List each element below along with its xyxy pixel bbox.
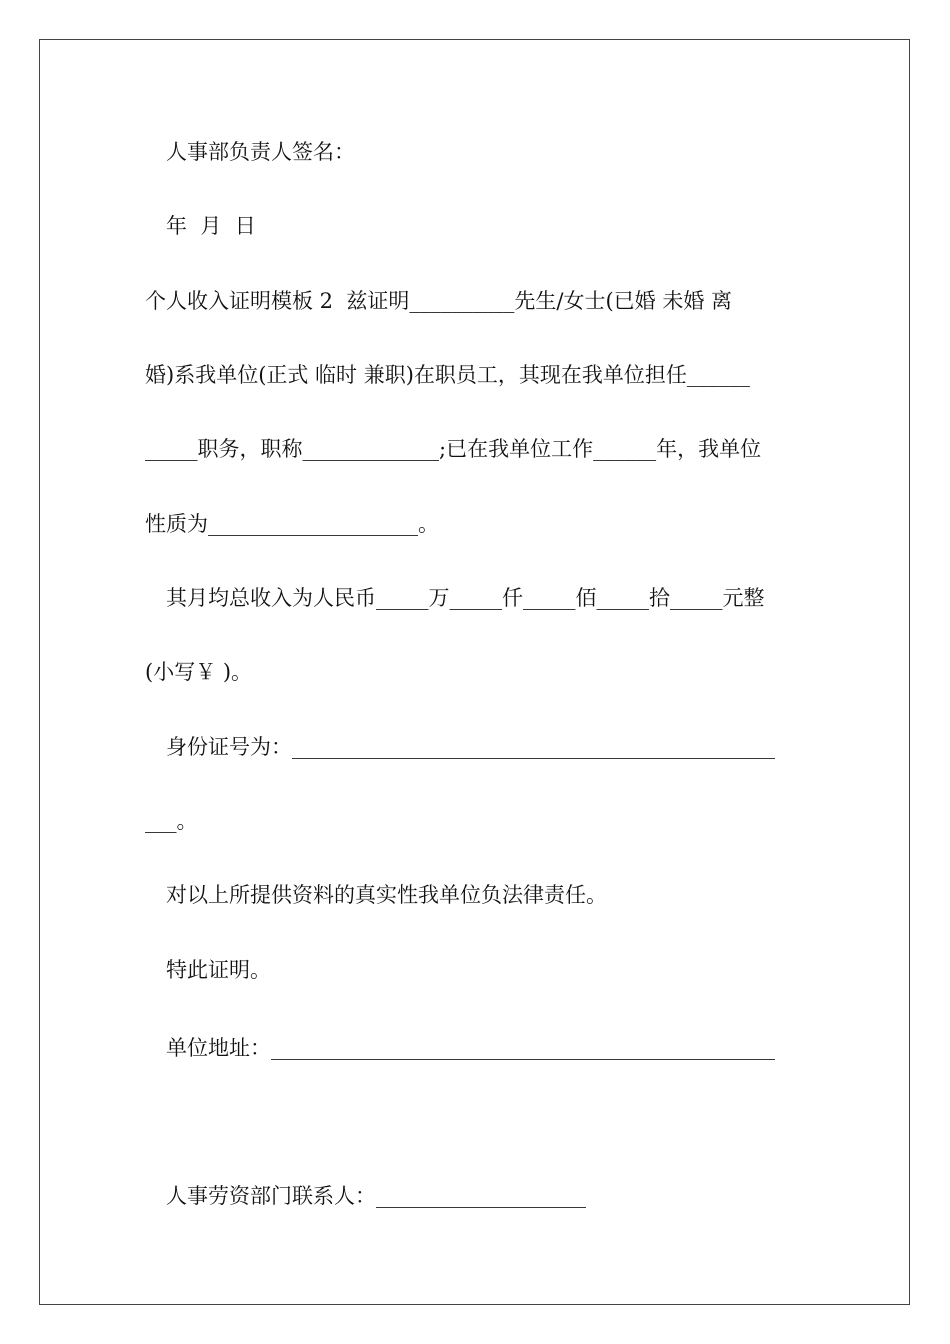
monthly-income-line: 其月均总收入为人民币_____万_____仟_____佰_____拾_____元整 bbox=[166, 586, 765, 610]
id-number-line: 身份证号为：______________________________________________ bbox=[166, 735, 775, 759]
id-number-continuation: ___。 bbox=[145, 809, 198, 833]
position-title-line: _____职务，职称_____________;已在我单位工作______年，我单位 bbox=[145, 437, 762, 461]
hr-signature-label: 人事部负责人签名： bbox=[166, 140, 355, 164]
unit-address-line: 单位地址：________________________________________________ bbox=[166, 1036, 775, 1060]
liability-statement: 对以上所提供资料的真实性我单位负法律责任。 bbox=[166, 883, 607, 907]
employment-status-line: 婚)系我单位(正式 临时 兼职)在职员工，其现在我单位担任______ bbox=[145, 363, 750, 387]
unit-nature-line: 性质为____________________。 bbox=[145, 512, 439, 536]
template-heading-line: 个人收入证明模板 2 兹证明__________先生/女士(已婚 未婚 离 bbox=[145, 289, 733, 313]
income-lowercase-line: (小写￥ )。 bbox=[145, 660, 253, 684]
date-line: 年 月 日 bbox=[166, 214, 256, 238]
certification-statement: 特此证明。 bbox=[166, 958, 271, 982]
hr-contact-line: 人事劳资部门联系人：____________________ bbox=[166, 1184, 586, 1208]
